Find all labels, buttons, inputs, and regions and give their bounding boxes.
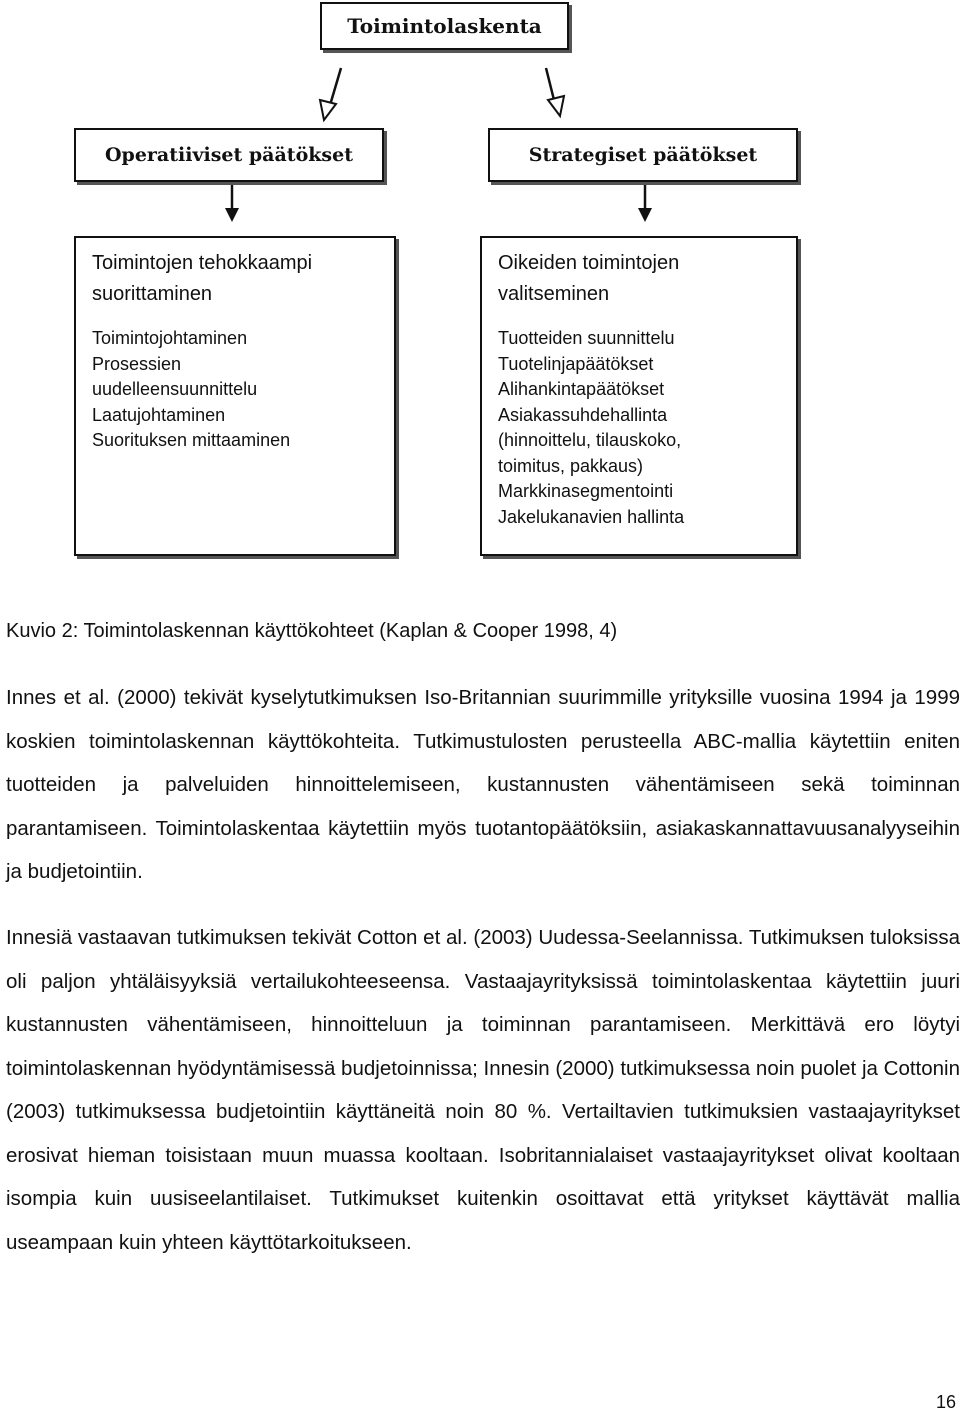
list-item: toimitus, pakkaus) <box>498 455 644 476</box>
arrow-root-to-left <box>320 68 341 120</box>
list-item: Asiakassuhdehallinta <box>498 404 668 425</box>
strategic-decisions-label: Strategiset päätökset <box>528 144 758 166</box>
body-paragraph-1: Innes et al. (2000) tekivät kyselytutkimuksen Iso-Britannian suurimmille yrityksille vuosina 1994 ja 1999 koskien toimintolaskennan käyttökohteita. Tutkimustulosten perusteella ABC-mallia käytettiin eniten tuotteiden ja palveluiden hinnoittelemiseen, kustannusten vähentämiseen sekä toiminnan parantamiseen. Toimintolaskentaa käytettiin myös tuotantopäätöksiin, asiakaskannattavuusanalyyseihin ja budjetointiin. <box>6 686 960 883</box>
page-number: 16 <box>935 1392 956 1412</box>
list-item: Jakelukanavien hallinta <box>498 506 685 527</box>
list-item: uudelleensuunnittelu <box>92 379 258 399</box>
diagram-root-label: Toimintolaskenta <box>347 14 542 38</box>
arrow-root-to-right <box>546 68 564 116</box>
list-item: Alihankintapäätökset <box>498 379 665 399</box>
operational-content-list <box>92 326 378 454</box>
strategic-content-box <box>480 236 798 556</box>
operational-content-heading: Toimintojen tehokkaampi suorittaminen <box>92 252 313 305</box>
figure-caption: Kuvio 2: Toimintolaskennan käyttökohteet (Kaplan & Cooper 1998, 4) <box>6 620 618 642</box>
arrow-left-down <box>225 184 239 222</box>
arrow-right-down <box>638 184 652 222</box>
list-item: Tuotelinjapäätökset <box>498 353 654 374</box>
strategic-content-heading: Oikeiden toimintojen valitseminen <box>498 252 680 305</box>
strategic-decisions-box <box>488 128 798 182</box>
operational-decisions-box <box>74 128 384 182</box>
diagram-root-box <box>320 2 569 50</box>
list-item: Markkinasegmentointi <box>498 481 674 501</box>
list-item: Tuotteiden suunnittelu <box>498 328 675 348</box>
list-item: Laatujohtaminen <box>92 404 226 425</box>
operational-decisions-label: Operatiiviset päätökset <box>105 144 353 166</box>
body-paragraph-2: Innesiä vastaavan tutkimuksen tekivät Cotton et al. (2003) Uudessa-Seelannissa. Tutkimuksen tuloksissa oli paljon yhtäläisyyksiä vertailukohteeseensa. Vastaajayrityksissä toimintolaskentaa käytettiin juuri kustannusten vähentämiseen, hinnoitteluun ja toiminnan parantamiseen. Merkittävä ero löytyi toimintolaskennan hyödyntämisessä budjetoinnissa; Innesin (2000) tutkimuksessa noin puolet ja Cottonin (2003) tutkimuksessa budjetointiin käyttäneitä noin 80 %. Vertailtavien tutkimuksien vastaajayritykset erosivat hieman toisistaan muun muassa kooltaan. Isobritannialaiset vastaajayritykset olivat kooltaan isompia kuin uusiseelantilaiset. Tutkimukset kuitenkin osoittavat että yritykset käyttävät mallia useampaan kuin yhteen käyttötarkoitukseen. <box>6 926 960 1254</box>
strategic-content-list <box>498 326 780 530</box>
list-item: Toimintojohtaminen <box>92 328 248 348</box>
operational-content-box <box>74 236 396 556</box>
list-item: (hinnoittelu, tilauskoko, <box>498 430 682 450</box>
list-item: Prosessien <box>92 353 182 374</box>
list-item: Suorituksen mittaaminen <box>92 430 291 450</box>
